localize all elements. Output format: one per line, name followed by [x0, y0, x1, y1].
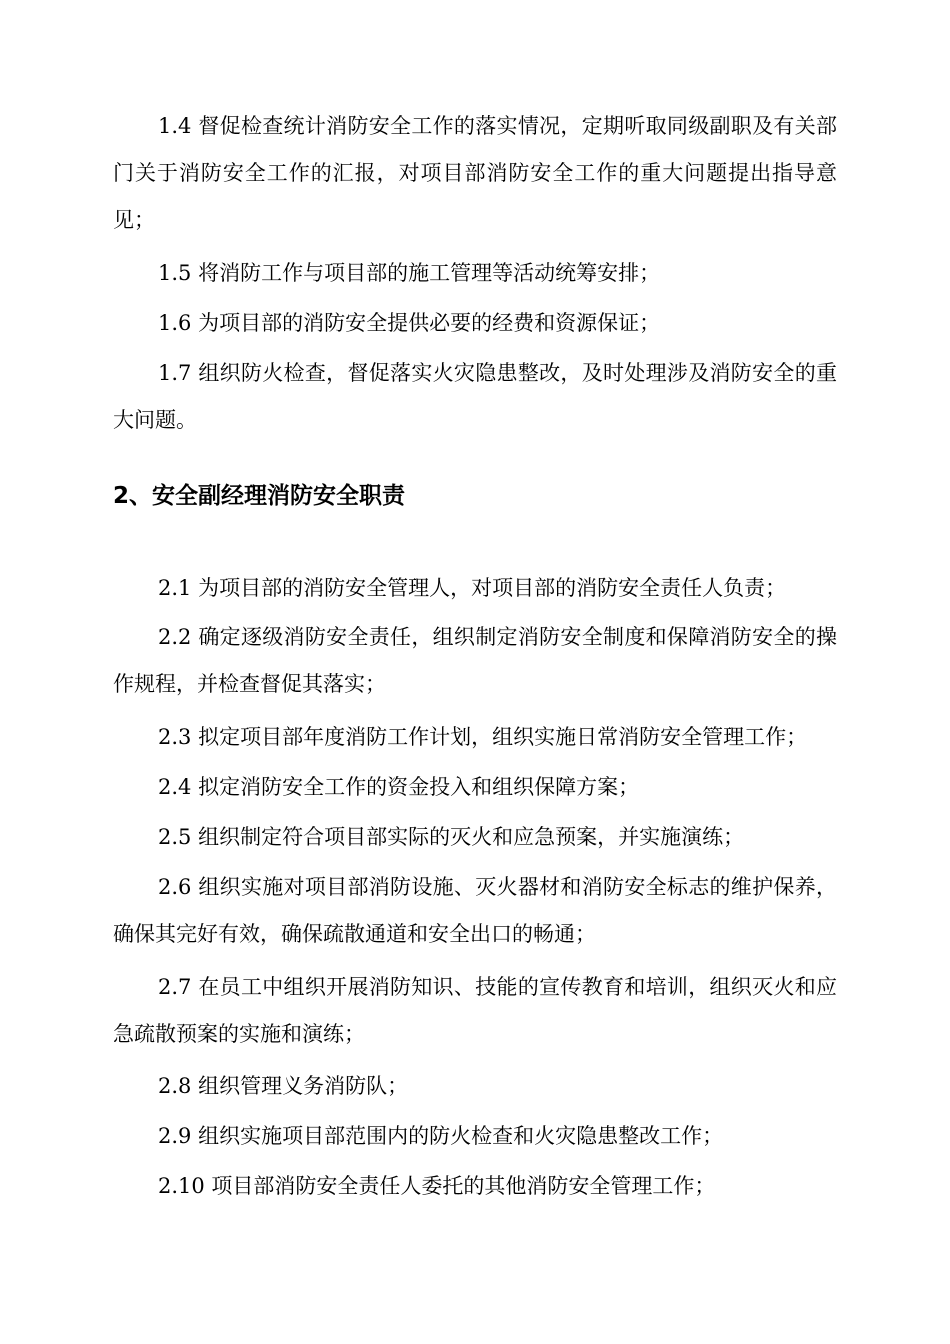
paragraph-2-4: 2.4 拟定消防安全工作的资金投入和组织保障方案； — [158, 775, 640, 799]
paragraph-2-8: 2.8 组织管理义务消防队； — [158, 1074, 409, 1098]
paragraph-2-10: 2.10 项目部消防安全责任人委托的其他消防安全管理工作； — [158, 1174, 716, 1198]
paragraph-2-1: 2.1 为项目部的消防安全管理人，对项目部的消防安全责任人负责； — [158, 576, 787, 600]
paragraph-2-5: 2.5 组织制定符合项目部实际的灭火和应急预案，并实施演练； — [158, 825, 745, 849]
paragraph-1-6: 1.6 为项目部的消防安全提供必要的经费和资源保证； — [158, 311, 661, 335]
paragraph-2-9: 2.9 组织实施项目部范围内的防火检查和火灾隐患整改工作； — [158, 1124, 724, 1148]
paragraph-1-7: 1.7 组织防火检查，督促落实火灾隐患整改，及时处理涉及消防安全的重大问题。 — [113, 361, 837, 432]
paragraph-1-5: 1.5 将消防工作与项目部的施工管理等活动统筹安排； — [158, 261, 661, 285]
paragraph-2-6: 2.6 组织实施对项目部消防设施、灭火器材和消防安全标志的维护保养，确保其完好有效，确保疏散通道和安全出口的畅通； — [113, 875, 837, 946]
paragraph-2-3: 2.3 拟定项目部年度消防工作计划，组织实施日常消防安全管理工作； — [158, 725, 808, 749]
section-heading: 2、安全副经理消防安全职责 — [113, 483, 406, 509]
paragraph-2-7: 2.7 在员工中组织开展消防知识、技能的宣传教育和培训，组织灭火和应急疏散预案的实施和演练； — [113, 975, 837, 1046]
paragraph-1-4: 1.4 督促检查统计消防安全工作的落实情况，定期听取同级副职及有关部门关于消防安全工作的汇报，对项目部消防安全工作的重大问题提出指导意见； — [113, 114, 837, 232]
paragraph-2-2: 2.2 确定逐级消防安全责任，组织制定消防安全制度和保障消防安全的操作规程，并检查督促其落实； — [113, 625, 837, 696]
